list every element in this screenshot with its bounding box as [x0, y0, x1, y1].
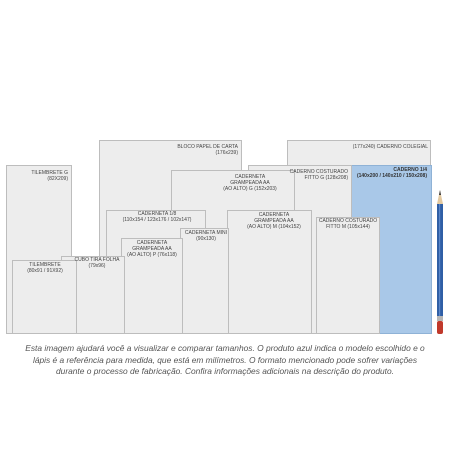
- label-bloco-carta: [150, 144, 238, 156]
- label-line2: GRAMPEADA AA: [230, 180, 270, 186]
- label-name: CUBO TIRA FOLHA: [74, 257, 120, 263]
- label-tilembrete-g: [10, 170, 68, 182]
- label-size: (140x200 / 140x210 / 150x208): [356, 173, 427, 179]
- label-name: BLOCO PAPEL DE CARTA: [177, 144, 238, 150]
- label-caderneta-grampeada-g: [210, 174, 290, 192]
- label-caderneta-mini: [184, 230, 228, 242]
- label-line2: GRAMPEADA AA: [254, 218, 294, 224]
- label-name: CADERNETA: [136, 240, 168, 246]
- label-size: (AO ALTO) M (104x152): [247, 224, 301, 230]
- label-size: (79x96): [88, 263, 106, 269]
- pencil-lead: [439, 190, 441, 195]
- pencil-shine: [439, 204, 440, 316]
- pencil-ferrule: [437, 316, 443, 321]
- label-name: TILEMBRETE G: [31, 170, 68, 176]
- pencil-eraser: [437, 321, 443, 334]
- label-size: (176x239): [215, 150, 238, 156]
- label-caderneta-grampeada-m: [238, 212, 310, 230]
- label-name: CADERNETA: [258, 212, 290, 218]
- label-caderneta-grampeada-p: [122, 240, 182, 258]
- label-cubo-tira-folha: [70, 257, 124, 269]
- label-size: (90x130): [196, 236, 216, 242]
- label-size: (80x91 / 91X92): [27, 268, 63, 274]
- label-name: CADERNETA 1/8: [137, 211, 177, 217]
- label-caderno-colegial: [330, 144, 428, 150]
- label-size: (AO ALTO) G (152x203): [223, 186, 277, 192]
- label-size: FITTO M (105x144): [326, 224, 370, 230]
- label-size: FITTO G (128x208): [304, 175, 348, 181]
- box-caderneta-mini: [180, 228, 229, 334]
- label-name: CADERNO COSTURADO: [289, 169, 348, 175]
- label-tilembrete: [14, 262, 76, 274]
- label-name: CADERNETA MINI: [184, 230, 228, 236]
- label-caderneta-18: [110, 211, 204, 223]
- box-caderno-costurado-m: [316, 217, 380, 334]
- label-size: (110x154 / 123x176 / 102x147): [122, 217, 192, 223]
- label-name: (177x240) CADERNO COLEGIAL: [352, 144, 428, 150]
- label-size: (82X209): [47, 176, 68, 182]
- label-caderno-costurado-m: [317, 218, 379, 230]
- label-name: CADERNETA: [234, 174, 266, 180]
- label-name: CADERNO COSTURADO: [318, 218, 378, 224]
- label-size: (AO ALTO) P (76x118): [127, 252, 177, 258]
- caption-text: Esta imagem ajudará você a visualizar e comparar tamanhos. O produto azul indica o modelo escolhido e o lápis é a referência para medida, que está em milímetros. O formato mencionado pode sofrer variações durante o processo de fabricação. Confira informações adicionais na descrição do produto.: [25, 343, 425, 376]
- label-name: CADERNO 1/4: [393, 167, 427, 173]
- label-name: TILEMBRETE: [29, 262, 61, 268]
- pencil-icon: [434, 190, 446, 336]
- label-line2: GRAMPEADA AA: [132, 246, 172, 252]
